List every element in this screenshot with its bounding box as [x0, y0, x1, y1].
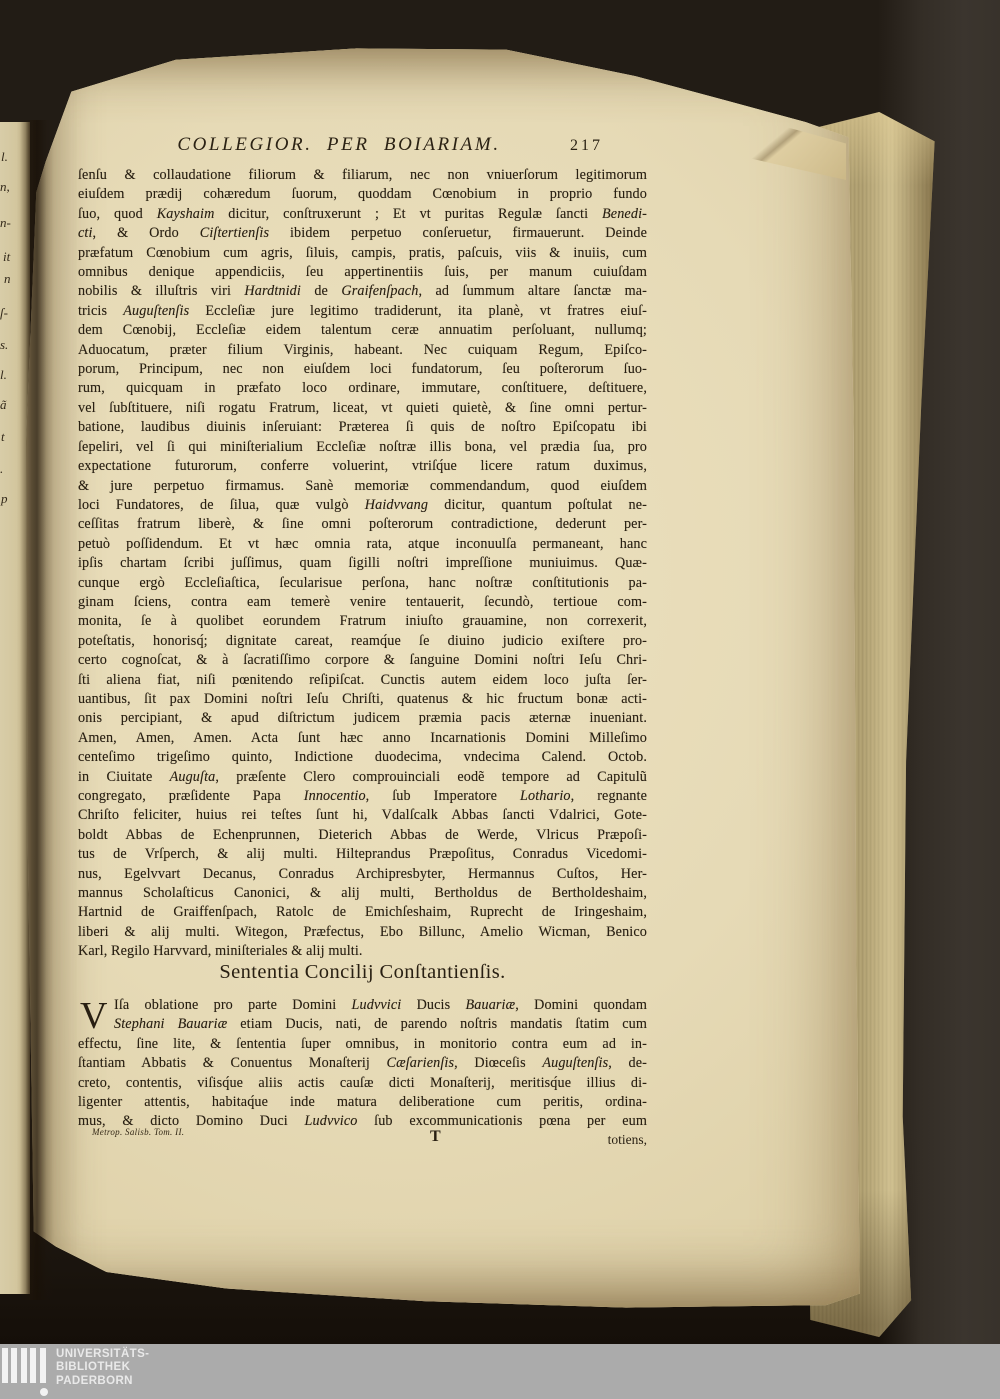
text-line: cti, & Ordo Ciſtertienſis ibidem perpetuo conſeruetur, firmauerunt. Deinde [78, 225, 647, 242]
margin-fragment: n- [0, 215, 11, 230]
text-line: petuò poſſidendum. Et vt hæc omnia rata, atque inconuulſa permaneant, hanc [78, 535, 647, 552]
text-line: batione, laudibus diuinis inſeruiant: Præterea ſi quis de noſtro Epiſcopatu ibi [78, 419, 647, 436]
text-line: expectatione futurorum, conferre voluerint, vtriſq́ue licere ratum duximus, [78, 458, 647, 475]
text-line: boldt Abbas de Echenprunnen, Dieterich Abbas de Werde, Vlricus Præpoſi- [78, 826, 647, 843]
text-line: in Ciuitate Auguſta, præſente Clero comprouinciali eodẽ tempore ad Capitulũ [78, 768, 647, 785]
margin-fragment: n [4, 271, 11, 286]
margin-fragment: l. [1, 149, 8, 164]
text-line: & jure perpetuo firmamus. Sanè memoriæ commendandum, quod eiuſdem [78, 477, 647, 494]
text-line: præfatum Cœnobium cum agris, ſiluis, campis, pratis, paſcuis, viis & inuiis, cum [78, 244, 647, 261]
text-line: effectu, ſine lite, & ſententia ſuper omnibus, in monitorio contra eum ad in- [78, 1035, 647, 1052]
charter-text-block [78, 166, 647, 962]
text-line: uantibus, ſit pax Domini noſtri Ieſu Chriſti, quatenus & hic fructum bonæ acti- [78, 690, 647, 707]
text-line: centeſimo trigeſimo quinto, Indictione duodecima, vndecima Calend. Octob. [78, 749, 647, 766]
ub-paderborn-logo-icon [2, 1348, 54, 1396]
text-line: tricis Auguſtenſis Eccleſiæ jure legitimo tradiderunt, ita planè, vt fratres eiuſ- [78, 302, 647, 319]
text-line: Chriſto feliciter, huius rei teſtes ſunt hi, Vdalſcalk Abbas ſancti Vdalrici, Gote- [78, 807, 647, 824]
text-line: nobilis & illuſtris viri Hardtnidi de Graifenſpach, ad ſummum altare ſanctæ ma- [78, 283, 648, 300]
page-number: 217 [570, 137, 603, 154]
text-line: Iſa oblatione pro parte Domini Ludvvici Ducis Bauariæ, Domini quondam [114, 997, 647, 1013]
text-line: rum, quicquam in præfato loco ordinare, immutare, conſtituere, deſtituere, [78, 380, 647, 397]
margin-fragment: n, [0, 179, 10, 194]
section-heading: Sententia Concilij Conſtantienſis. [219, 961, 506, 983]
text-line: Hartnid de Graiffenſpach, Ratolc de Emichſeshaim, Ruprecht de Iringeshaim, [78, 904, 647, 921]
margin-fragment: t [1, 429, 5, 444]
running-title: COLLEGIOR. PER BOIARIAM. [177, 134, 501, 155]
text-line: mus, & dicto Domino Duci Ludvvico ſub excommunicationis pœna per eum [78, 1113, 647, 1130]
text-line: ſti aliena fiat, niſi pœnitendo reſipiſcat. Cunctis autem eidem loco juſta ſer- [78, 671, 647, 688]
margin-fragment: . [0, 461, 4, 476]
gutter-shadow [20, 120, 54, 1300]
margin-fragment: s. [0, 337, 9, 352]
text-line: creto, contentis, viſisq́ue aliis actis cauſæ dicti Monaſterij, meritisq́ue illius di- [78, 1074, 647, 1091]
text-line: loci Fundatores, de ſilua, quæ vulgò Haidvvang dicitur, quantum poſtulat ne- [78, 496, 647, 513]
margin-fragment: l. [0, 367, 7, 382]
volume-footnote: Metrop. Salisb. Tom. II. [92, 1127, 185, 1137]
text-line: congregato, præſidente Papa Innocentio, ſub Imperatore Lothario, regnante [78, 788, 648, 804]
margin-fragment: ſ- [0, 305, 8, 320]
library-banner [0, 1344, 1000, 1399]
text-line: ginam ſciens, contra eam temerè venire tentauerit, ſecundò, tertioue com- [78, 593, 647, 610]
text-line: eiuſdem prædij cohæredum ſuorum, quoddam Cœnobium in proprio fundo [78, 186, 647, 203]
text-line: certo cognoſcat, & à ſacratiſſimo corpore & ſanguine Domini noſtri Ieſu Chri- [78, 652, 647, 669]
sentence-text-block [78, 996, 647, 1132]
text-line: dem Cœnobij, Eccleſiæ eidem talentum ceræ annuatim perſoluant, nullumq; [78, 322, 647, 339]
text-line: Amen, Amen, Amen. Acta ſunt hæc anno Incarnationis Domini Milleſimo [78, 729, 647, 746]
text-line: poteſtatis, honorisq́; dignitate careat, reamq́ue ſe diuino judicio exiſtere pro- [78, 632, 647, 649]
text-line: omnibus denique appendiciis, ſeu appertinentiis ſuis, per manum cuiuſdam [78, 264, 647, 281]
text-line: onis percipiant, & apud diſtrictum judicem præmia pacis æternæ inueniant. [78, 710, 647, 727]
catchword: totiens, [607, 1132, 647, 1147]
text-line: porum, Principum, nec non eiuſdem loci fundatorum, ſeu poſterorum ſuo- [78, 361, 647, 378]
text-line: ſenſu & collaudatione filiorum & filiarum, nec non vniuerſorum legitimorum [78, 167, 647, 183]
text-line: ſepeliri, vel ſi qui miniſterialium Eccleſiæ noſtræ illis bona, vel prædia ſua, pro [78, 438, 647, 455]
text-line: ipſis chartam ſcribi juſſimus, quam ſigilli noſtri impreſſione muniuimus. Quæ- [78, 555, 647, 572]
text-line: tus de Vrſperch, & alij multi. Hilteprandus Præpoſitus, Conradus Vicedomi- [78, 846, 647, 863]
library-name [56, 1348, 149, 1388]
text-line: cunque ergò Eccleſiaſtica, ſecularisue perſona, hanc noſtræ conſtitutionis pa- [78, 574, 647, 591]
text-line: monita, ſe à quolibet eorundem Fratrum iniuſto grauamine, non correxerit, [78, 613, 647, 630]
text-line: ſuo, quod Kayshaim dicitur, conſtruxerunt ; Et vt puritas Regulæ ſancti Benedi- [78, 205, 647, 222]
running-head [78, 134, 647, 162]
text-line: ceſſitas fratrum liberè, & ſine omni poſterorum contradictione, dederunt per- [78, 516, 647, 533]
margin-fragment: p [1, 491, 8, 506]
text-line: nus, Egelvvart Decanus, Conradus Archipresbyter, Hermannus Cuſtos, Her- [78, 865, 647, 882]
text-line: vel ſubſtituere, niſi rogatu Fratrum, liceat, vt quieti quietè, & ſine omni pertur- [78, 399, 647, 416]
text-line: ligenter attentis, habitaq́ue inde matura deliberatione cum peritis, ordina- [78, 1094, 647, 1111]
text-line: Aduocatum, præter filium Virginis, habeant. Nec cuiquam Regum, Epiſco- [78, 341, 647, 358]
text-line: Stephani Bauariæ etiam Ducis, nati, de parendo noſtris mandatis ſtatim cum [114, 1016, 647, 1033]
library-name-line1: UNIVERSITÄTS- [56, 1348, 150, 1360]
drop-cap-initial: V [80, 995, 108, 1037]
text-line: ſtantiam Abbatis & Conuentus Monaſterij Cæſarienſis, Diœceſis Auguſtenſis, de- [78, 1055, 647, 1072]
gathering-signature: T [430, 1128, 441, 1145]
margin-fragment: ã [0, 397, 7, 412]
library-name-line2: BIBLIOTHEK [56, 1361, 131, 1374]
text-line: Karl, Regilo Harvvard, miniſteriales & alij multi. [78, 943, 363, 960]
text-line: mannus Scholaſticus Canonici, & alij multi, Bertholdus de Bertholdeshaim, [78, 885, 647, 902]
library-name-line3: PADERBORN [56, 1374, 133, 1387]
margin-fragment: it [3, 249, 11, 264]
text-line: liberi & alij multi. Witegon, Præfectus, Ebo Billunc, Amelio Wicman, Benico [78, 923, 647, 940]
